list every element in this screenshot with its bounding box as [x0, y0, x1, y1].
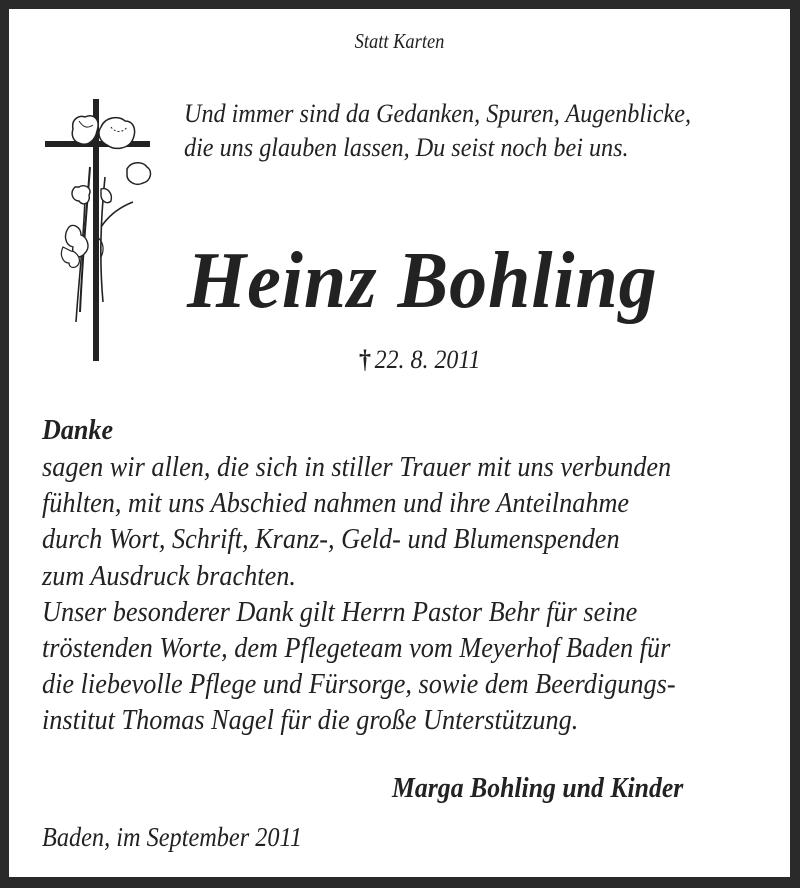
body-line: sagen wir allen, die sich in stiller Trauer mit uns verbunden — [42, 451, 672, 483]
dagger-icon: † — [359, 345, 371, 374]
body-line: fühlten, mit uns Abschied nahmen und ihre Anteilnahme — [42, 487, 630, 520]
thanks-heading: Danke — [42, 414, 114, 446]
body-line: tröstenden Worte, dem Pflegeteam vom Meyerhof Baden für — [42, 632, 671, 665]
body-line: die liebevolle Pflege und Fürsorge, sowie dem Beerdigungs- — [42, 668, 676, 701]
motto-line: Und immer sind da Gedanken, Spuren, Augenblicke, — [184, 99, 692, 128]
header-statt-karten: Statt Karten — [354, 29, 445, 53]
thanks-body — [42, 449, 676, 739]
deceased-name: Heinz Bohling — [187, 237, 658, 325]
body-line: Unser besonderer Dank gilt Herrn Pastor Behr für seine — [42, 595, 638, 628]
body-line: institut Thomas Nagel für die große Unterstützung. — [42, 704, 579, 737]
death-date-value: 22. 8. 2011 — [374, 345, 481, 374]
place-date: Baden, im September 2011 — [42, 822, 303, 852]
death-date — [359, 344, 481, 376]
memorial-motto — [184, 97, 691, 165]
obituary-notice — [9, 9, 790, 877]
motto-line: die uns glauben lassen, Du seist noch bei uns. — [184, 133, 629, 162]
body-line: zum Ausdruck brachten. — [42, 559, 296, 592]
signature: Marga Bohling und Kinder — [392, 773, 684, 804]
cross-with-roses-icon — [35, 97, 165, 367]
body-line: durch Wort, Schrift, Kranz-, Geld- und Blumenspenden — [42, 523, 620, 556]
